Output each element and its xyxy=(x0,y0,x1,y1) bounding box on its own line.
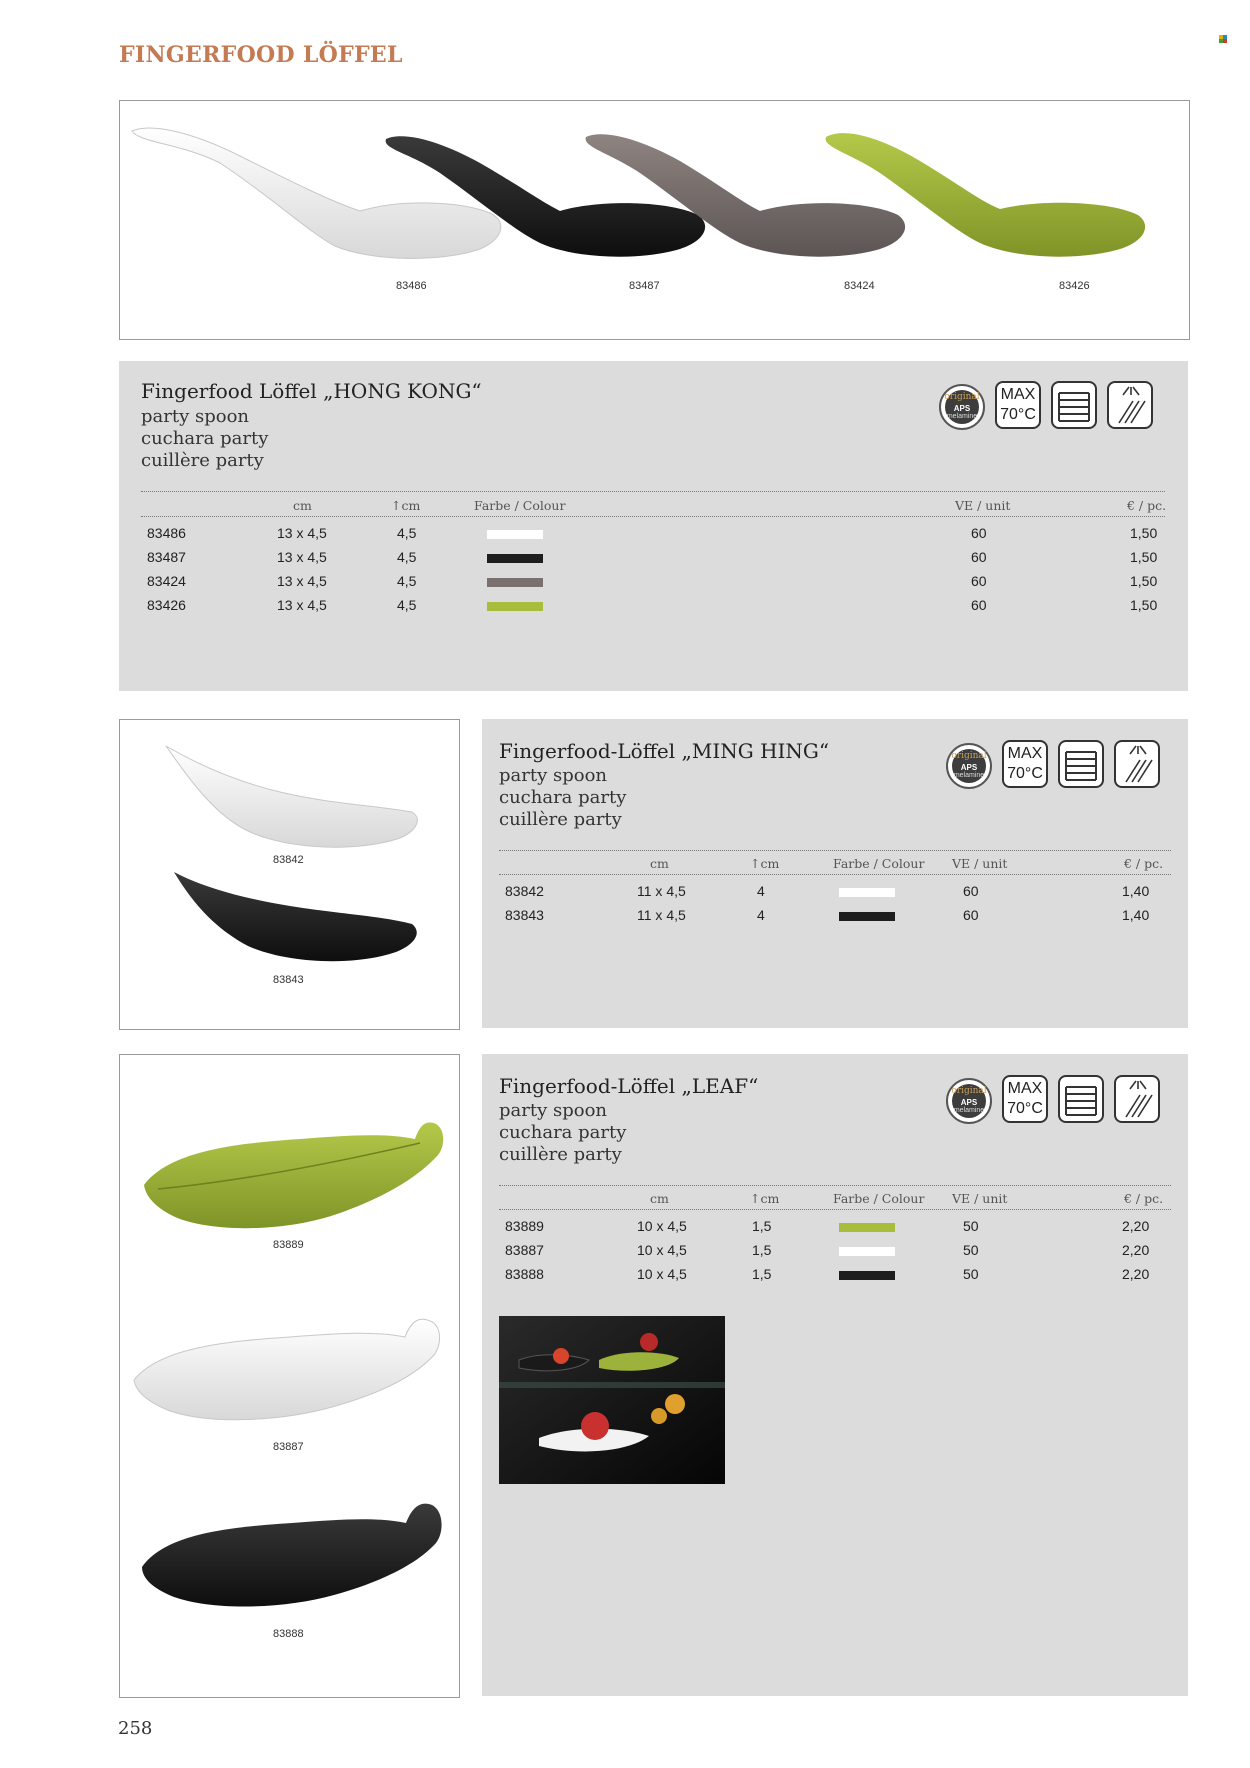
cell-price: 1,50 xyxy=(1130,597,1158,613)
column-header-cm: cm xyxy=(650,856,669,871)
arrow-up-icon: ↑ xyxy=(391,498,402,513)
cell-price: 2,20 xyxy=(1122,1242,1150,1258)
hong-kong-spoons-image xyxy=(120,101,1189,339)
cell-unit: 60 xyxy=(963,907,979,923)
page-title: FINGERFOOD LÖFFEL xyxy=(119,42,403,68)
max-temperature-icon: MAX 70°C xyxy=(1002,1075,1048,1123)
color-mark-icon xyxy=(1219,35,1227,43)
arrow-up-icon: ↑ xyxy=(750,1191,761,1206)
cell-size: 10 x 4,5 xyxy=(637,1266,687,1282)
cell-size: 11 x 4,5 xyxy=(637,907,686,923)
cell-unit: 60 xyxy=(963,883,979,899)
product-title: Fingerfood-Löffel „LEAF“ xyxy=(499,1074,759,1098)
colour-swatch xyxy=(487,530,543,539)
column-header-height: ↑cm xyxy=(750,856,780,871)
product-subtitle-es: cuchara party xyxy=(141,428,269,449)
table-row xyxy=(482,907,1188,931)
product-code-label: 83843 xyxy=(273,974,304,986)
aps-melamine-badge-icon: original APS melamine xyxy=(939,384,985,430)
column-header-price: € / pc. xyxy=(1124,856,1164,871)
cell-code: 83426 xyxy=(147,597,186,613)
product-subtitle-en: party spoon xyxy=(141,406,250,427)
table-row xyxy=(482,883,1188,907)
column-header-unit: VE / unit xyxy=(952,1191,1008,1206)
cell-height: 4,5 xyxy=(397,525,417,541)
cell-height: 4,5 xyxy=(397,549,417,565)
cell-size: 13 x 4,5 xyxy=(277,549,327,565)
table-row xyxy=(482,1218,1188,1242)
cell-size: 10 x 4,5 xyxy=(637,1242,687,1258)
column-header-unit: VE / unit xyxy=(952,856,1008,871)
product-code-label: 83888 xyxy=(273,1628,304,1640)
cell-unit: 60 xyxy=(971,525,987,541)
table-row xyxy=(482,1266,1188,1290)
stackable-icon xyxy=(1051,381,1097,429)
product-code-label: 83889 xyxy=(273,1239,304,1251)
cell-price: 1,40 xyxy=(1122,883,1150,899)
colour-swatch xyxy=(839,912,895,921)
dishwasher-safe-icon xyxy=(1114,740,1160,788)
stackable-icon xyxy=(1058,1075,1104,1123)
product-title: Fingerfood Löffel „HONG KONG“ xyxy=(141,379,482,403)
table-row xyxy=(119,525,1188,549)
stackable-icon xyxy=(1058,740,1104,788)
cell-price: 1,50 xyxy=(1130,573,1158,589)
cell-price: 1,50 xyxy=(1130,549,1158,565)
column-header-height: ↑cm xyxy=(391,498,421,513)
cell-unit: 50 xyxy=(963,1242,979,1258)
cell-code: 83889 xyxy=(505,1218,544,1234)
colour-swatch xyxy=(839,888,895,897)
colour-swatch xyxy=(487,554,543,563)
leaf-food-photo xyxy=(499,1316,725,1484)
aps-melamine-badge-icon: original APS melamine xyxy=(946,743,992,789)
cell-size: 13 x 4,5 xyxy=(277,525,327,541)
cell-code: 83887 xyxy=(505,1242,544,1258)
cell-unit: 50 xyxy=(963,1266,979,1282)
table-row xyxy=(119,549,1188,573)
column-header-price: € / pc. xyxy=(1124,1191,1164,1206)
product-code-label: 83487 xyxy=(629,280,660,292)
product-code-label: 83424 xyxy=(844,280,875,292)
colour-swatch xyxy=(487,602,543,611)
food-photo-image xyxy=(499,1316,725,1484)
cell-code: 83424 xyxy=(147,573,186,589)
leaf-info-panel xyxy=(482,1054,1188,1696)
column-header-colour: Farbe / Colour xyxy=(833,1191,925,1206)
cell-code: 83843 xyxy=(505,907,544,923)
colour-swatch xyxy=(839,1223,895,1232)
column-header-height: ↑cm xyxy=(750,1191,780,1206)
cell-size: 11 x 4,5 xyxy=(637,883,686,899)
max-temperature-icon: MAX 70°C xyxy=(995,381,1041,429)
max-temperature-icon: MAX 70°C xyxy=(1002,740,1048,788)
product-subtitle-en: party spoon xyxy=(499,765,608,786)
cell-size: 13 x 4,5 xyxy=(277,573,327,589)
colour-swatch xyxy=(839,1271,895,1280)
cell-code: 83842 xyxy=(505,883,544,899)
product-subtitle-en: party spoon xyxy=(499,1100,608,1121)
dishwasher-safe-icon xyxy=(1114,1075,1160,1123)
table-row xyxy=(482,1242,1188,1266)
ming-hing-info-panel xyxy=(482,719,1188,1028)
product-code-label: 83486 xyxy=(396,280,427,292)
aps-melamine-badge-icon: original APS melamine xyxy=(946,1078,992,1124)
cell-height: 4,5 xyxy=(397,573,417,589)
cell-height: 4,5 xyxy=(397,597,417,613)
cell-code: 83487 xyxy=(147,549,186,565)
cell-height: 1,5 xyxy=(752,1218,772,1234)
cell-height: 1,5 xyxy=(752,1242,772,1258)
leaf-spoons-image xyxy=(120,1055,459,1697)
cell-price: 2,20 xyxy=(1122,1266,1150,1282)
column-header-price: € / pc. xyxy=(1127,498,1167,513)
cell-height: 4 xyxy=(757,907,765,923)
column-header-unit: VE / unit xyxy=(955,498,1011,513)
cell-price: 2,20 xyxy=(1122,1218,1150,1234)
hong-kong-info-panel xyxy=(119,361,1188,691)
arrow-up-icon: ↑ xyxy=(750,856,761,871)
product-code-label: 83842 xyxy=(273,854,304,866)
column-header-colour: Farbe / Colour xyxy=(833,856,925,871)
cell-unit: 60 xyxy=(971,597,987,613)
ming-hing-image-panel xyxy=(119,719,460,1030)
table-row xyxy=(119,573,1188,597)
dishwasher-safe-icon xyxy=(1107,381,1153,429)
cell-code: 83486 xyxy=(147,525,186,541)
product-code-label: 83887 xyxy=(273,1441,304,1453)
hong-kong-image-panel xyxy=(119,100,1190,340)
cell-unit: 60 xyxy=(971,573,987,589)
cell-height: 1,5 xyxy=(752,1266,772,1282)
product-subtitle-es: cuchara party xyxy=(499,787,627,808)
product-subtitle-fr: cuillère party xyxy=(499,1144,622,1165)
column-header-cm: cm xyxy=(293,498,312,513)
colour-swatch xyxy=(487,578,543,587)
cell-unit: 60 xyxy=(971,549,987,565)
product-subtitle-es: cuchara party xyxy=(499,1122,627,1143)
product-code-label: 83426 xyxy=(1059,280,1090,292)
table-row xyxy=(119,597,1188,621)
cell-code: 83888 xyxy=(505,1266,544,1282)
product-subtitle-fr: cuillère party xyxy=(499,809,622,830)
cell-price: 1,50 xyxy=(1130,525,1158,541)
cell-size: 10 x 4,5 xyxy=(637,1218,687,1234)
cell-height: 4 xyxy=(757,883,765,899)
product-subtitle-fr: cuillère party xyxy=(141,450,264,471)
page-number: 258 xyxy=(118,1718,153,1739)
column-header-cm: cm xyxy=(650,1191,669,1206)
cell-price: 1,40 xyxy=(1122,907,1150,923)
column-header-colour: Farbe / Colour xyxy=(474,498,566,513)
cell-unit: 50 xyxy=(963,1218,979,1234)
colour-swatch xyxy=(839,1247,895,1256)
cell-size: 13 x 4,5 xyxy=(277,597,327,613)
leaf-image-panel xyxy=(119,1054,460,1698)
product-title: Fingerfood-Löffel „MING HING“ xyxy=(499,739,830,763)
